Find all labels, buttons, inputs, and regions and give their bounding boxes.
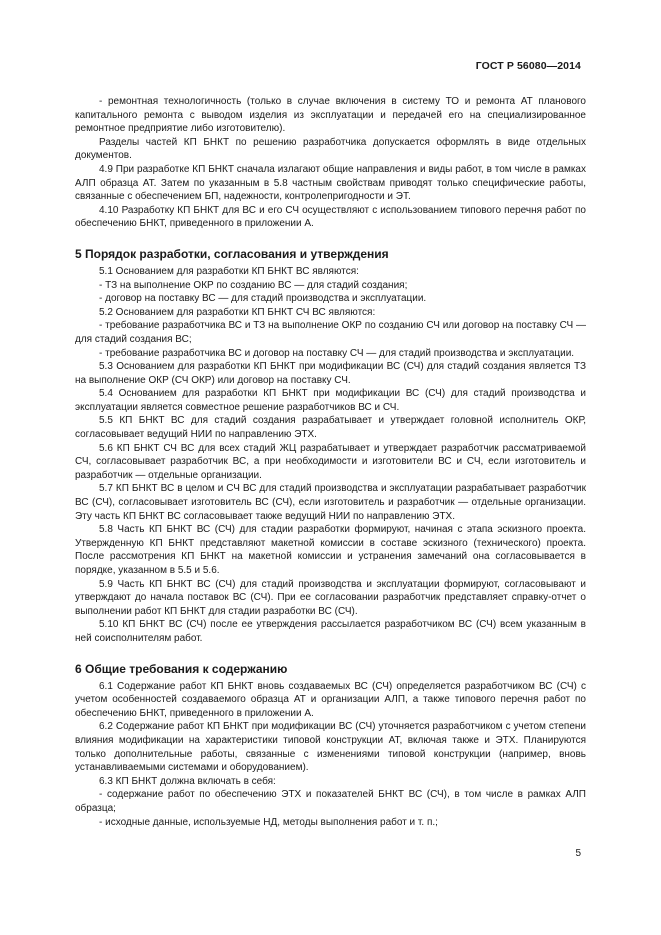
list-item: - исходные данные, используемые НД, методы выполнения работ и т. п.; bbox=[99, 816, 438, 828]
paragraph: 4.10 Разработку КП БНКТ для ВС и его СЧ осуществляют с использованием типового перечня работ по обеспечению БНКТ, приведенного в приложении А. bbox=[75, 204, 586, 230]
paragraph: 5.7 КП БНКТ ВС в целом и СЧ ВС для стадий производства и эксплуатации разрабатывает разработчик ВС (СЧ), согласовывает изготовитель ВС (СЧ), если изготовитель и разработчик — отдельные организации. Эту часть КП БНКТ ВС согласовывает также ведущий НИИ по направлению ЭТХ. bbox=[75, 483, 586, 522]
paragraph: 5.5 КП БНКТ ВС для стадий создания разрабатывает и утверждает головной исполнитель ОКР, согласовывает ведущий НИИ по направлению ЭТХ. bbox=[75, 415, 586, 441]
section-6-title: 6 Общие требования к содержанию bbox=[75, 661, 288, 676]
paragraph: 5.4 Основанием для разработки КП БНКТ при модификации ВС (СЧ) для стадий производства и эксплуатации является совместное решение разработчиков ВС и СЧ. bbox=[75, 388, 586, 413]
paragraph: - ремонтная технологичность (только в случае включения в систему ТО и ремонта АТ планового капитального ремонта с выводом изделия из эксплуатации и передачей его на специализированное ремонтное предприятие либо изготовителю). bbox=[75, 96, 586, 135]
paragraph: 5.6 КП БНКТ СЧ ВС для всех стадий ЖЦ разрабатывает и утверждает разработчик рассматриваемой СЧ, согласовывает разработчик ВС, а при необходимости и изготовители ВС и СЧ, если изготовитель и разработчик — отдельные организации. bbox=[75, 442, 586, 481]
document-code: ГОСТ Р 56080—2014 bbox=[475, 60, 581, 72]
paragraph: 5.2 Основанием для разработки КП БНКТ СЧ ВС являются: bbox=[99, 306, 376, 318]
paragraph: 4.9 При разработке КП БНКТ сначала излагают общие направления и виды работ, в том числе в рамках АЛП образца АТ. Затем по указанным в 5.8 частным свойствам приводят только специфические работы, связанные с обеспечением БП, надежности, контролепригодности и ЭТ. bbox=[75, 163, 586, 203]
paragraph: 5.8 Часть КП БНКТ ВС (СЧ) для стадии разработки формируют, начиная с этапа эскизного проекта. Утвержденную КП БНКТ представляют макетной комиссии в составе эскизного (технического) проекта. После рассмотрения КП БНКТ на макетной комиссии и устранения замечаний она согласовывается в порядке, указанном в 5.5 и 5.6. bbox=[75, 524, 586, 576]
paragraph: 6.1 Содержание работ КП БНКТ вновь создаваемых ВС (СЧ) определяется разработчиком ВС (СЧ) с учетом особенностей создаваемого образца АТ и организации АЛП, а также типового перечня работ по обеспечению БНКТ, приведенного в приложении А. bbox=[75, 680, 586, 719]
document-body bbox=[75, 95, 586, 829]
list-item: - требование разработчика ВС и ТЗ на выполнение ОКР по созданию СЧ или договор на поставку СЧ — для стадий создания ВС; bbox=[75, 320, 586, 345]
list-item: - ТЗ на выполнение ОКР по созданию ВС — для стадий создания; bbox=[99, 279, 408, 291]
paragraph: Разделы частей КП БНКТ по решению разработчика допускается оформлять в виде отдельных документов. bbox=[75, 136, 586, 162]
paragraph: 5.10 КП БНКТ ВС (СЧ) после ее утверждения рассылается разработчиком ВС (СЧ) всем указанным в ней соисполнителям работ. bbox=[75, 619, 586, 644]
paragraph: 5.1 Основанием для разработки КП БНКТ ВС являются: bbox=[99, 265, 359, 277]
page-number: 5 bbox=[575, 848, 581, 859]
paragraph: 6.3 КП БНКТ должна включать в себя: bbox=[99, 775, 276, 787]
paragraph: 5.9 Часть КП БНКТ ВС (СЧ) для стадий производства и эксплуатации формируют, согласовывают и утверждают до начала поставок ВС (СЧ). При ее согласовании разработчик представляет справку-отчет о выполнении работ КП БНКТ для стадии разработки ВС (СЧ). bbox=[75, 578, 586, 617]
list-item: - содержание работ по обеспечению ЭТХ и показателей БНКТ ВС (СЧ), в том числе в рамках АЛП образца; bbox=[75, 789, 586, 814]
list-item: - требование разработчика ВС и договор на поставку СЧ — для стадий производства и эксплуатации. bbox=[99, 347, 575, 359]
section-5-title: 5 Порядок разработки, согласования и утверждения bbox=[75, 246, 389, 261]
paragraph: 5.3 Основанием для разработки КП БНКТ при модификации ВС (СЧ) для стадий создания является ТЗ на выполнение ОКР (СЧ ОКР) или договор на поставку СЧ. bbox=[75, 361, 586, 386]
list-item: - договор на поставку ВС — для стадий производства и эксплуатации. bbox=[99, 293, 427, 305]
paragraph: 6.2 Содержание работ КП БНКТ при модификации ВС (СЧ) уточняется разработчиком с учетом степени влияния модификации на характеристики типовой конструкции АТ, включая также и ЭТХ. Планируются только дополнительные работы, связанные с изменениями типовой конструкции (например, вновь устанавливаемыми системами и оборудованием). bbox=[75, 721, 586, 774]
